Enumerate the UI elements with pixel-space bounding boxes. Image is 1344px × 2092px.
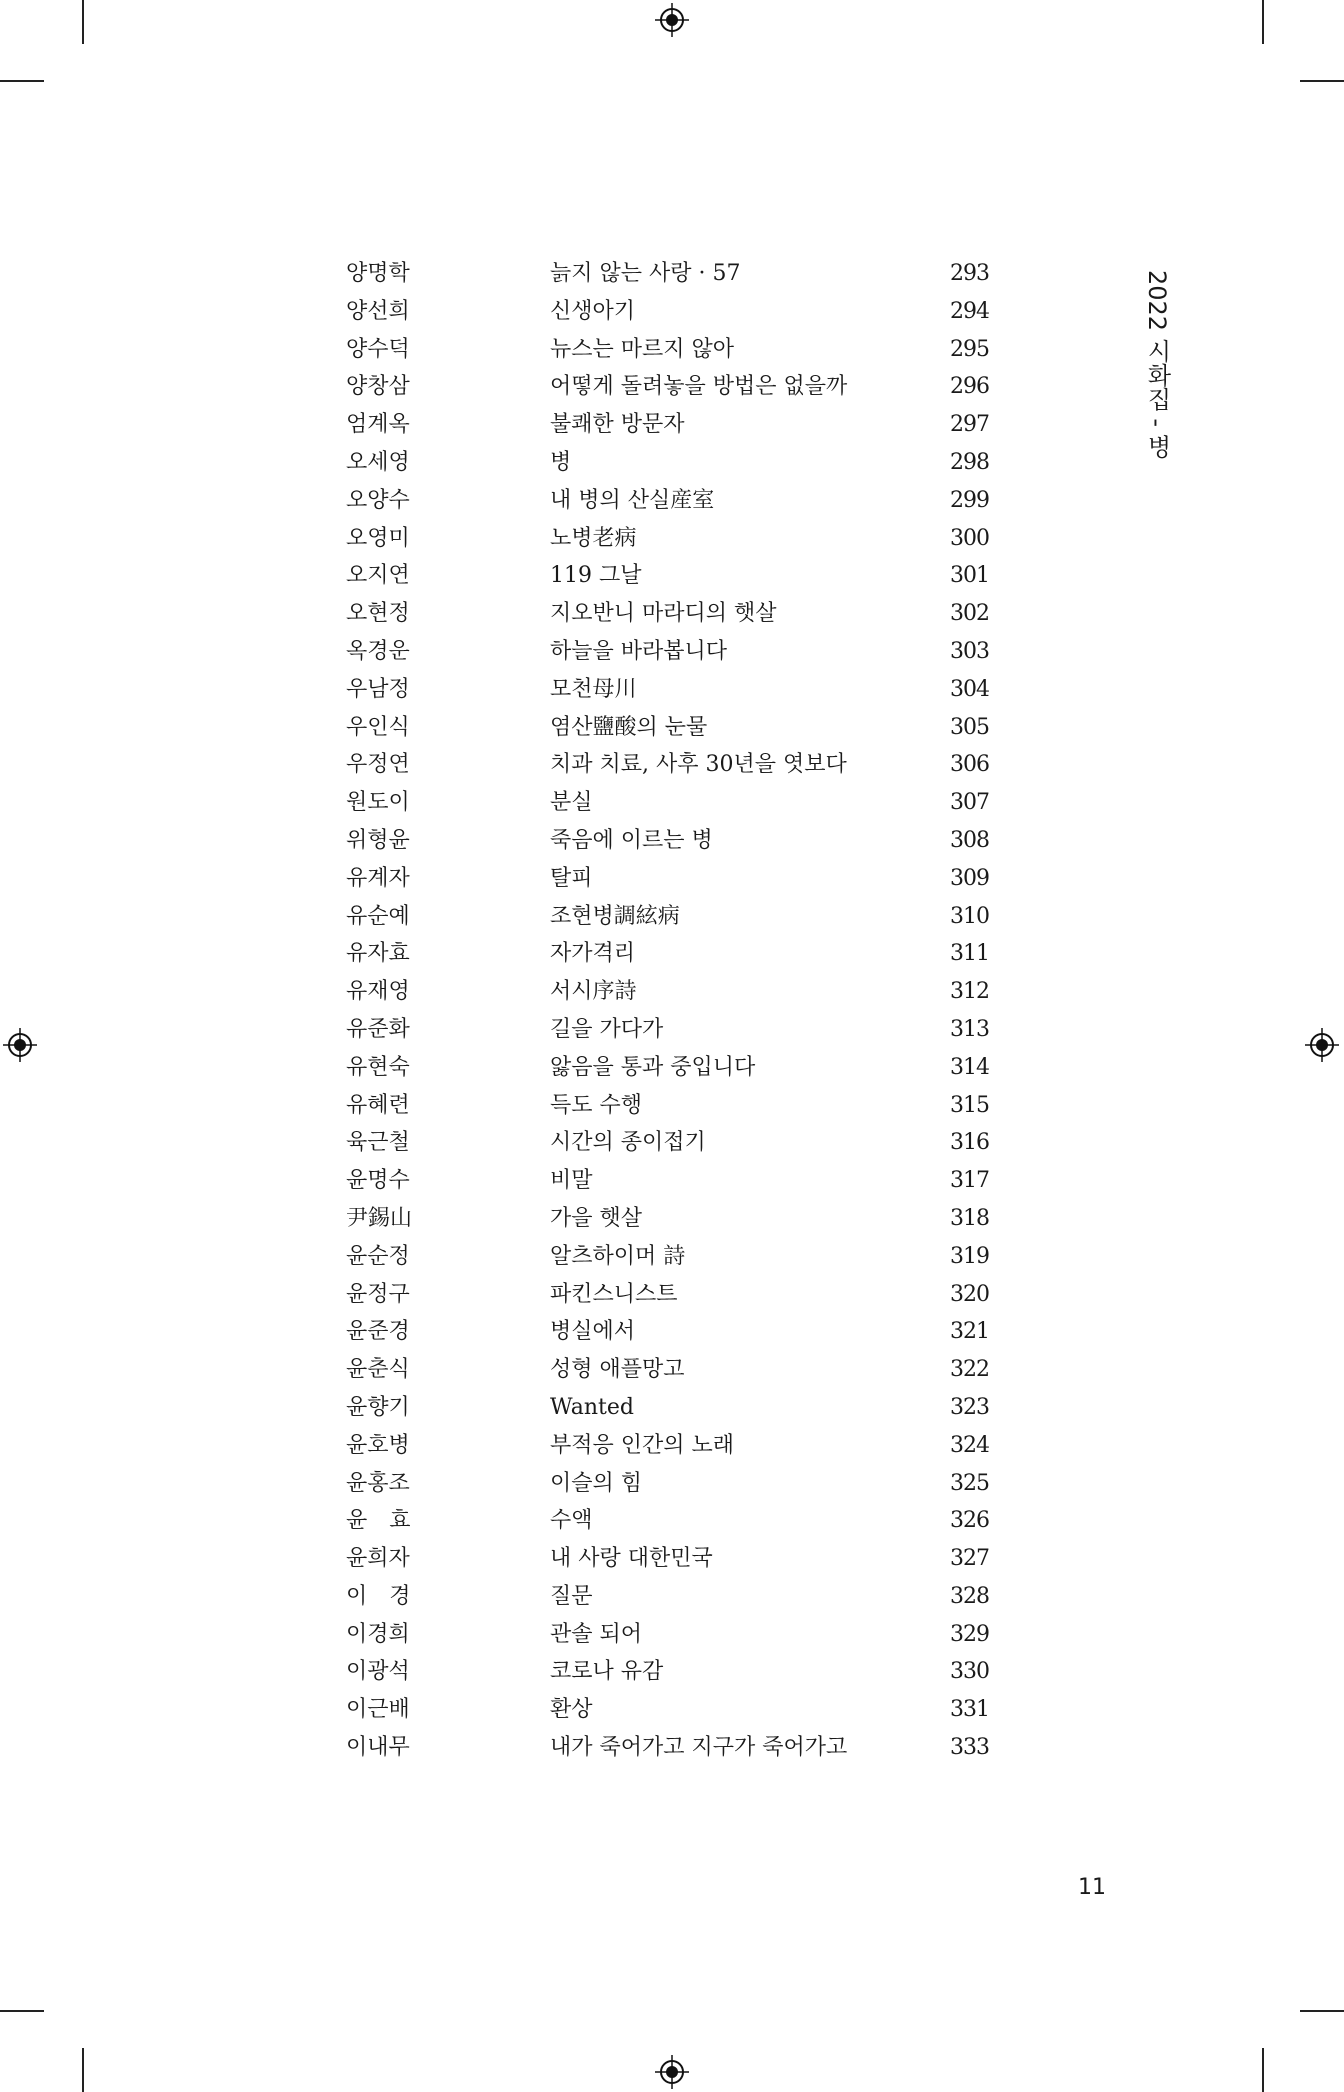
toc-entry [346,595,1006,633]
toc-entry [346,368,1006,406]
toc-author: 오영미 [346,525,410,551]
toc-author: 우정연 [346,752,410,778]
toc-title: 병 [550,449,572,475]
toc-entry [346,860,1006,898]
toc-author: 양창삼 [346,374,410,400]
toc-page-number: 327 [950,1546,989,1572]
toc-title: 가을 햇살 [550,1205,643,1231]
table-of-contents [346,255,1006,1767]
toc-author: 윤희자 [346,1546,410,1572]
toc-author: 이내무 [346,1735,410,1761]
toc-entry [346,709,1006,747]
toc-title: 모천母川 [550,676,637,702]
toc-author: 유준화 [346,1016,410,1042]
toc-page-number: 313 [950,1016,989,1042]
toc-author: 윤 효 [346,1508,411,1534]
toc-author: 우인식 [346,714,410,740]
toc-page-number: 314 [950,1054,989,1080]
toc-entry [346,557,1006,595]
toc-entry [346,1238,1006,1276]
toc-author: 우남정 [346,676,410,702]
trim-mark [1300,2010,1344,2012]
toc-title: Wanted [550,1394,634,1420]
toc-page-number: 295 [950,336,989,362]
toc-page-number: 315 [950,1092,989,1118]
toc-entry [346,898,1006,936]
toc-entry [346,293,1006,331]
toc-author: 이 경 [346,1583,411,1609]
toc-entry [346,1653,1006,1691]
toc-entry [346,1200,1006,1238]
toc-page-number: 304 [950,676,989,702]
toc-title: 이슬의 힘 [550,1470,643,1496]
toc-author: 윤명수 [346,1168,410,1194]
toc-author: 유재영 [346,979,410,1005]
toc-entry [346,1616,1006,1654]
toc-page-number: 309 [950,865,989,891]
toc-title: 길을 가다가 [550,1016,664,1042]
toc-entry [346,973,1006,1011]
toc-entry [346,1276,1006,1314]
toc-title: 어떻게 돌려놓을 방법은 없을까 [550,374,848,400]
toc-entry [346,1502,1006,1540]
toc-entry [346,1087,1006,1125]
toc-page-number: 301 [950,563,989,589]
toc-entry [346,255,1006,293]
toc-author: 유혜련 [346,1092,410,1118]
toc-page-number: 323 [950,1394,989,1420]
toc-author: 유자효 [346,941,410,967]
toc-title: 알츠하이머 詩 [550,1243,686,1269]
toc-entry [346,671,1006,709]
toc-page-number: 320 [950,1281,989,1307]
toc-page-number: 330 [950,1659,989,1685]
toc-title: 늙지 않는 사랑 · 57 [550,261,741,286]
trim-mark [0,80,44,82]
toc-page-number: 311 [950,941,989,967]
toc-title: 파킨스니스트 [550,1281,678,1307]
toc-page-number: 310 [950,903,989,929]
toc-author: 윤홍조 [346,1470,410,1496]
toc-page-number: 307 [950,790,989,816]
toc-page-number: 324 [950,1432,989,1458]
toc-title: 신생아기 [550,298,636,324]
toc-entry [346,482,1006,520]
toc-title: 뉴스는 마르지 않아 [550,336,735,362]
toc-title: 치과 치료, 사후 30년을 엿보다 [550,752,847,778]
toc-title: 비말 [550,1168,593,1194]
toc-title: 환상 [550,1697,593,1723]
trim-mark [0,2010,44,2012]
toc-entry [346,1351,1006,1389]
registration-mark-icon [655,2055,689,2089]
toc-title: 앓음을 통과 중입니다 [550,1054,756,1080]
toc-entry [346,1124,1006,1162]
toc-page-number: 293 [950,261,989,286]
toc-page-number: 302 [950,601,989,627]
toc-author: 윤순정 [346,1243,410,1269]
toc-title: 분실 [550,790,593,816]
toc-entry [346,633,1006,671]
registration-mark-icon [655,3,689,37]
toc-title: 119 그날 [550,563,642,589]
toc-author: 오양수 [346,487,410,513]
toc-page-number: 326 [950,1508,989,1534]
toc-author: 유계자 [346,865,410,891]
toc-entry [346,1011,1006,1049]
toc-entry [346,520,1006,558]
toc-title: 부적응 인간의 노래 [550,1432,735,1458]
toc-title: 탈피 [550,865,593,891]
toc-page-number: 321 [950,1319,989,1345]
toc-title: 내 병의 산실産室 [550,487,715,513]
toc-title: 내 사랑 대한민국 [550,1546,713,1572]
toc-page-number: 318 [950,1205,989,1231]
toc-page-number: 297 [950,412,989,438]
toc-title: 서시序詩 [550,979,637,1005]
toc-page-number: 303 [950,638,989,664]
toc-page-number: 296 [950,374,989,400]
toc-page-number: 329 [950,1621,989,1647]
toc-author: 양명학 [346,261,410,286]
toc-author: 오지연 [346,563,410,589]
toc-entry [346,1540,1006,1578]
toc-entry [346,784,1006,822]
toc-page-number: 331 [950,1697,989,1723]
toc-title: 수액 [550,1508,593,1534]
toc-author: 윤정구 [346,1281,410,1307]
toc-author: 위형윤 [346,827,410,853]
registration-mark-icon [1305,1028,1339,1062]
toc-author: 윤호병 [346,1432,410,1458]
toc-entry [346,746,1006,784]
trim-mark [1262,0,1264,44]
running-title: 2022 시화집 - 병 [1143,270,1171,459]
toc-page-number: 333 [950,1735,989,1761]
toc-title: 불쾌한 방문자 [550,412,685,438]
toc-entry [346,1427,1006,1465]
toc-entry [346,444,1006,482]
trim-mark [1300,80,1344,82]
toc-entry [346,1049,1006,1087]
toc-author: 윤춘식 [346,1357,410,1383]
toc-author: 원도이 [346,790,410,816]
toc-page-number: 306 [950,752,989,778]
toc-author: 윤향기 [346,1394,410,1420]
toc-author: 尹錫山 [346,1205,413,1231]
toc-page-number: 300 [950,525,989,551]
toc-author: 양선희 [346,298,410,324]
toc-author: 양수덕 [346,336,410,362]
toc-title: 내가 죽어가고 지구가 죽어가고 [550,1735,848,1761]
toc-author: 유순예 [346,903,410,929]
toc-page-number: 325 [950,1470,989,1496]
toc-page-number: 298 [950,449,989,475]
toc-page-number: 312 [950,979,989,1005]
toc-entry [346,1729,1006,1767]
toc-entry [346,1162,1006,1200]
toc-entry [346,406,1006,444]
toc-entry [346,331,1006,369]
toc-title: 지오반니 마라디의 햇살 [550,601,777,627]
toc-page-number: 322 [950,1357,989,1383]
trim-mark [82,2048,84,2092]
toc-author: 유현숙 [346,1054,410,1080]
toc-entry [346,1578,1006,1616]
toc-title: 죽음에 이르는 병 [550,827,713,853]
toc-title: 병실에서 [550,1319,636,1345]
toc-author: 육근철 [346,1130,410,1156]
page-number: 11 [1078,1875,1106,1900]
toc-title: 자가격리 [550,941,636,967]
toc-author: 오현정 [346,601,410,627]
trim-mark [82,0,84,44]
toc-entry [346,822,1006,860]
toc-page-number: 328 [950,1583,989,1609]
toc-page-number: 308 [950,827,989,853]
toc-title: 질문 [550,1583,593,1609]
toc-title: 시간의 종이접기 [550,1130,706,1156]
toc-author: 이경희 [346,1621,410,1647]
toc-entry [346,1389,1006,1427]
toc-title: 득도 수행 [550,1092,643,1118]
toc-title: 관솔 되어 [550,1621,643,1647]
toc-author: 윤준경 [346,1319,410,1345]
toc-entry [346,935,1006,973]
toc-title: 조현병調絃病 [550,903,680,929]
toc-page-number: 317 [950,1168,989,1194]
toc-title: 하늘을 바라봅니다 [550,638,728,664]
toc-author: 오세영 [346,449,410,475]
toc-page-number: 319 [950,1243,989,1269]
toc-page-number: 305 [950,714,989,740]
toc-entry [346,1465,1006,1503]
toc-title: 염산鹽酸의 눈물 [550,714,708,740]
toc-title: 코로나 유감 [550,1659,664,1685]
registration-mark-icon [3,1028,37,1062]
toc-page-number: 294 [950,298,989,324]
toc-author: 이광석 [346,1659,410,1685]
toc-author: 옥경운 [346,638,410,664]
toc-author: 엄계옥 [346,412,410,438]
toc-page-number: 299 [950,487,989,513]
toc-author: 이근배 [346,1697,410,1723]
toc-title: 노병老病 [550,525,637,551]
toc-entry [346,1313,1006,1351]
toc-page-number: 316 [950,1130,989,1156]
toc-entry [346,1691,1006,1729]
toc-title: 성형 애플망고 [550,1357,685,1383]
trim-mark [1262,2048,1264,2092]
